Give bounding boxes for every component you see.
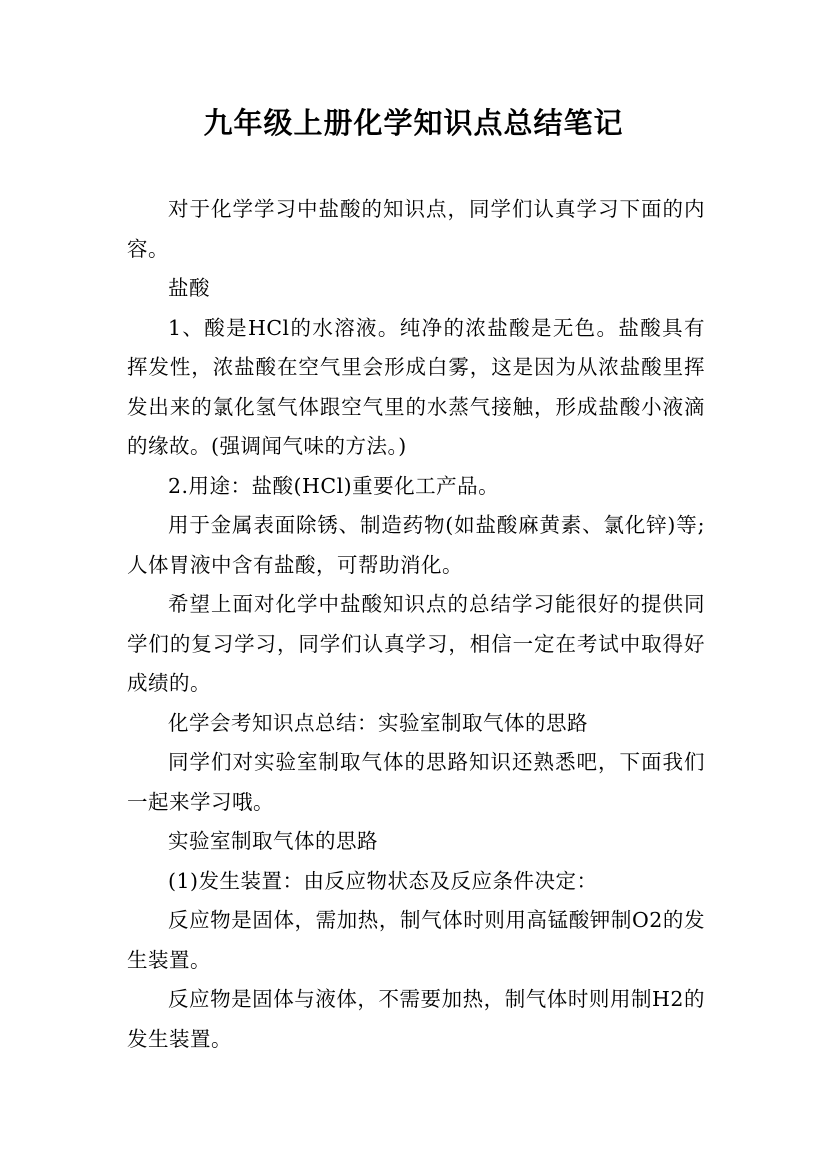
paragraph-closing: 希望上面对化学中盐酸知识点的总结学习能很好的提供同学们的复习学习，同学们认真学习，相信一定在考试中取得好成绩的。 [127,592,705,695]
paragraph-uses-detail: 用于金属表面除锈、制造药物(如盐酸麻黄素、氯化锌)等;人体胃液中含有盐酸，可帮助消化。 [127,513,705,577]
paragraph-section-intro: 同学们对实验室制取气体的思路知识还熟悉吧，下面我们一起来学习哦。 [127,750,705,814]
paragraph-section-heading: 化学会考知识点总结：实验室制取气体的思路 [168,710,588,735]
paragraph-heading-hydrochloric-acid: 盐酸 [168,276,210,300]
paragraph-intro: 对于化学学习中盐酸的知识点，同学们认真学习下面的内容。 [127,197,705,261]
document-body [127,190,705,1059]
paragraph-uses: 2.用途：盐酸(HCl)重要化工产品。 [168,473,500,498]
paragraph-acid-properties: 1、酸是HCl的水溶液。纯净的浓盐酸是无色。盐酸具有挥发性，浓盐酸在空气里会形成白雾，这是因为从浓盐酸里挥发出来的氯化氢气体跟空气里的水蒸气接触，形成盐酸小液滴的缘故。(强调闻气味的方法。) [127,315,705,458]
page-title: 九年级上册化学知识点总结笔记 [203,106,624,140]
paragraph-solid-heating: 反应物是固体，需加热，制气体时则用高锰酸钾制O2的发生装置。 [127,908,705,972]
paragraph-solid-liquid: 反应物是固体与液体，不需要加热，制气体时则用制H2的发生装置。 [127,987,705,1051]
paragraph-apparatus: (1)发生装置：由反应物状态及反应条件决定： [168,868,598,893]
paragraph-subheading: 实验室制取气体的思路 [168,829,378,853]
